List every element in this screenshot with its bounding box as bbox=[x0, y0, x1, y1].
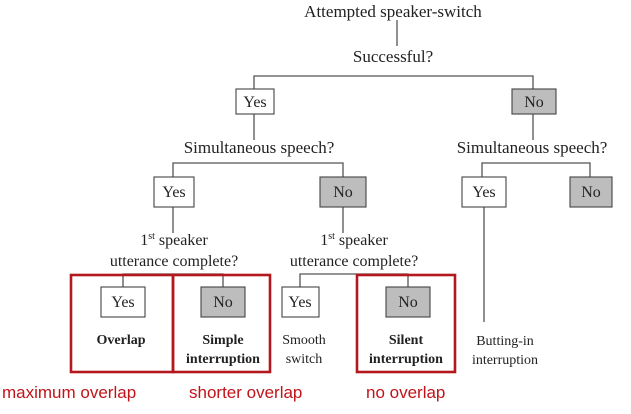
smooth-switch-outcome-line2: switch bbox=[285, 352, 323, 367]
simultaneous-left-yes-node bbox=[154, 177, 194, 207]
smooth-switch-outcome-line1: Smooth bbox=[282, 333, 326, 348]
simultaneous-right-no-node bbox=[570, 177, 612, 207]
utterance-question-right-line2: utterance complete? bbox=[289, 253, 419, 270]
successful-yes-node bbox=[236, 89, 274, 114]
utterance-question-right-line1: 1st speaker bbox=[320, 231, 388, 249]
smooth-switch-yes-label: Yes bbox=[288, 294, 312, 311]
root-question: Attempted speaker-switch bbox=[304, 2, 482, 21]
silent-interruption-no-node bbox=[386, 287, 430, 317]
simultaneous-left-no-label: No bbox=[333, 184, 353, 201]
utterance-question-left-line1: 1st speaker bbox=[140, 231, 208, 249]
shorter-overlap-annotation: shorter overlap bbox=[189, 383, 303, 402]
butting-in-outcome-line2: interruption bbox=[471, 353, 539, 368]
simple-interruption-no-node bbox=[201, 287, 245, 317]
butting-in-outcome-line1: Butting-in bbox=[476, 334, 534, 349]
silent-interruption-outcome-line2: interruption bbox=[369, 352, 443, 367]
smooth-switch-yes-node bbox=[282, 287, 319, 317]
successful-no-node bbox=[512, 89, 556, 114]
overlap-yes-node bbox=[101, 287, 145, 317]
silent-interruption-no-label: No bbox=[398, 294, 418, 311]
overlap-outcome: Overlap bbox=[96, 333, 146, 348]
no-overlap-annotation: no overlap bbox=[366, 383, 446, 402]
simultaneous-right-no-label: No bbox=[581, 184, 601, 201]
simultaneous-right-yes-node bbox=[462, 177, 506, 207]
successful-no-label: No bbox=[524, 94, 544, 111]
utterance-question-left-line2: utterance complete? bbox=[109, 253, 239, 270]
simultaneous-question-left: Simultaneous speech? bbox=[183, 138, 335, 157]
silent-interruption-outcome-line1: Silent bbox=[388, 333, 424, 348]
overlap-yes-label: Yes bbox=[111, 294, 135, 311]
simple-interruption-no-label: No bbox=[213, 294, 233, 311]
successful-question: Successful? bbox=[352, 47, 434, 66]
simultaneous-right-yes-label: Yes bbox=[472, 184, 496, 201]
simple-interruption-outcome-line1: Simple bbox=[202, 333, 244, 348]
simultaneous-question-right: Simultaneous speech? bbox=[456, 138, 608, 157]
maximum-overlap-annotation: maximum overlap bbox=[2, 383, 137, 402]
simple-interruption-outcome-line2: interruption bbox=[186, 352, 260, 367]
simultaneous-left-yes-label: Yes bbox=[162, 184, 186, 201]
simultaneous-left-no-node bbox=[320, 177, 366, 207]
successful-yes-label: Yes bbox=[243, 94, 267, 111]
